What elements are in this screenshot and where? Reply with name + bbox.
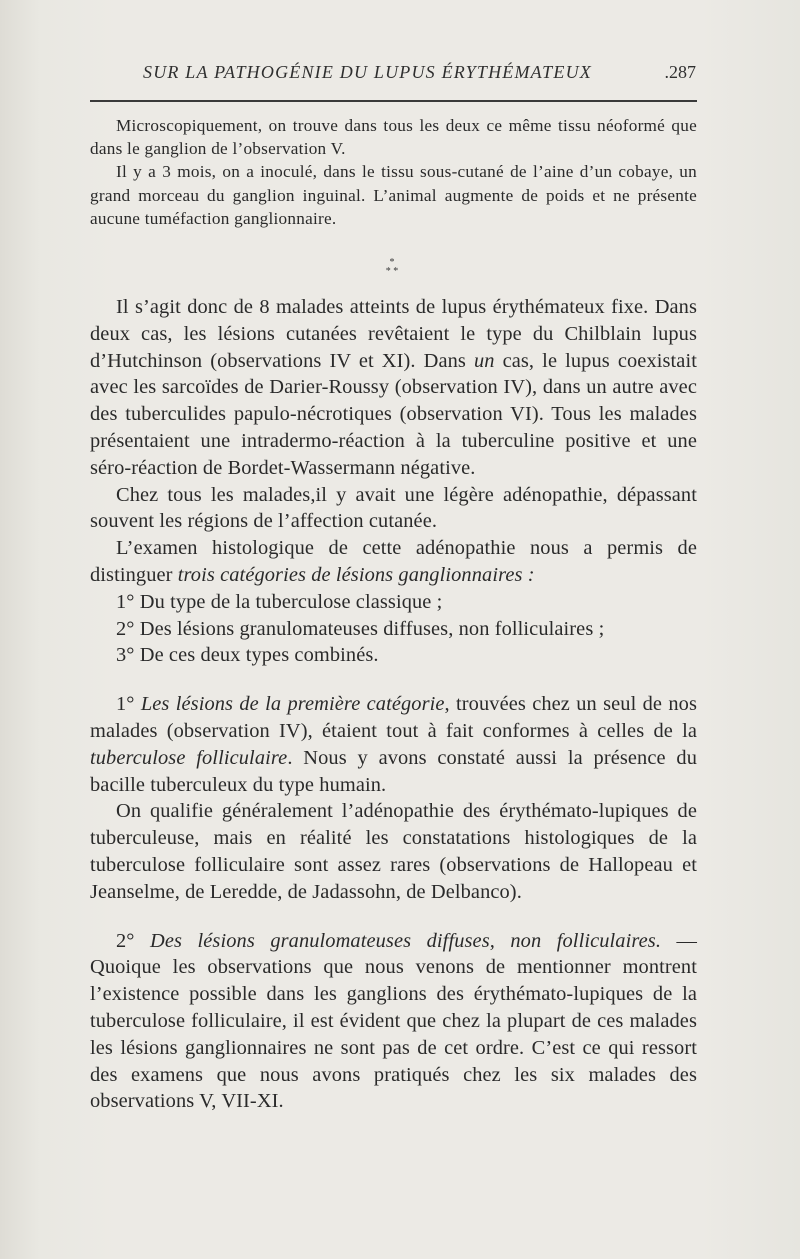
first-category-title: Les lésions de la première catégorie bbox=[140, 693, 445, 716]
paragraph-second-category bbox=[90, 928, 697, 1116]
spacer bbox=[90, 669, 697, 691]
category-item-1: 1° Du type de la tuberculose classique ; bbox=[116, 590, 443, 613]
first-category-text-b: . Nous y avons constaté aussi la présence du bacille tuberculeux du type humain. bbox=[90, 746, 698, 796]
paragraph-summary-part-a: Il s’agit donc de 8 malades atteints de lupus érythémateux fixe. Dans deux cas, les lésions cutanées revêtaient le type du Chilblain lupus d’Hutchinson (observations IV et XI). Dans bbox=[90, 296, 697, 372]
spacer bbox=[90, 906, 697, 928]
category-item-3: 3° De ces deux types combinés. bbox=[116, 644, 379, 667]
paragraph-adenopathy: Chez tous les malades,il y avait une légère adénopathie, dépassant souvent les régions de l’affection cutanée. bbox=[90, 483, 697, 533]
first-category-number: 1° bbox=[116, 693, 141, 716]
paragraph-first-category bbox=[90, 691, 697, 798]
section-separator bbox=[380, 258, 404, 280]
small-paragraph-1: Microscopiquement, on trouve dans tous les deux ce même tissu néoformé que dans le ganglion de l’observation V. bbox=[90, 116, 697, 159]
first-category-text-a: , trouvées chez un seul de nos malades (observation IV), étaient tout à fait conformes à celles de la bbox=[90, 693, 697, 742]
header-rule bbox=[90, 100, 697, 102]
separator-stars-bottom: * * bbox=[385, 266, 399, 277]
paragraph-summary bbox=[90, 294, 697, 482]
paragraph-categories-emphasis: trois catégories de lésions ganglionnaires : bbox=[177, 563, 535, 586]
paragraph-categories-intro bbox=[90, 535, 697, 589]
running-title: SUR LA PATHOGÉNIE DU LUPUS ÉRYTHÉMATEUX bbox=[143, 62, 592, 82]
separator-star-top: * bbox=[389, 257, 395, 268]
paragraph-summary-part-b: cas, le lupus coexistait avec les sarcoïdes de Darier-Roussy (observation IV), dans un autre avec des tuberculides papulo-nécrotiques (observation VI). Tous les malades présentaient une intradermo-réaction à la tuberculine positive et une séro-réaction de Bordet-Wassermann négative. bbox=[90, 349, 697, 479]
category-item-2: 2° Des lésions granulomateuses diffuses, non folliculaires ; bbox=[116, 617, 605, 640]
second-category-text: — Quoique les observations que nous venons de mentionner montrent l’existence possible dans les ganglions des érythémato-lupiques de la tuberculose folliculaire, il est évident que chez la plupart de ces malades les lésions ganglionnaires ne sont pas de cet ordre. C’est ce qui ressort des examens que nous avons pratiqués chez les six malades des observations V, VII-XI. bbox=[90, 929, 697, 1113]
paragraph-categories-text: L’examen histologique de cette adénopathie nous a permis de distinguer bbox=[90, 537, 697, 586]
paragraph-qualification: On qualifie généralement l’adénopathie des érythémato-lupiques de tuberculeuse, mais en réalité les constatations histologiques de la tuberculose folliculaire sont assez rares (observations de Hallopeau et Jeanselme, de Leredde, de Jadassohn, de Delbanco). bbox=[90, 800, 697, 903]
page-number: .287 bbox=[664, 62, 696, 82]
small-text-block bbox=[90, 114, 697, 230]
second-category-number: 2° bbox=[116, 929, 151, 952]
small-paragraph-2: Il y a 3 mois, on a inoculé, dans le tissu sous-cutané de l’aine d’un cobaye, un grand morceau du ganglion inguinal. L’animal augmente de poids et ne présente aucune tuméfaction ganglionnaire. bbox=[90, 162, 697, 228]
body-text-block bbox=[90, 294, 697, 1115]
running-head bbox=[88, 62, 700, 92]
paragraph-summary-emphasis: un bbox=[473, 349, 495, 372]
second-category-title: Des lésions granulomateuses diffuses, non folliculaires. bbox=[150, 929, 662, 952]
first-category-emphasis: tuberculose folliculaire bbox=[90, 746, 288, 769]
